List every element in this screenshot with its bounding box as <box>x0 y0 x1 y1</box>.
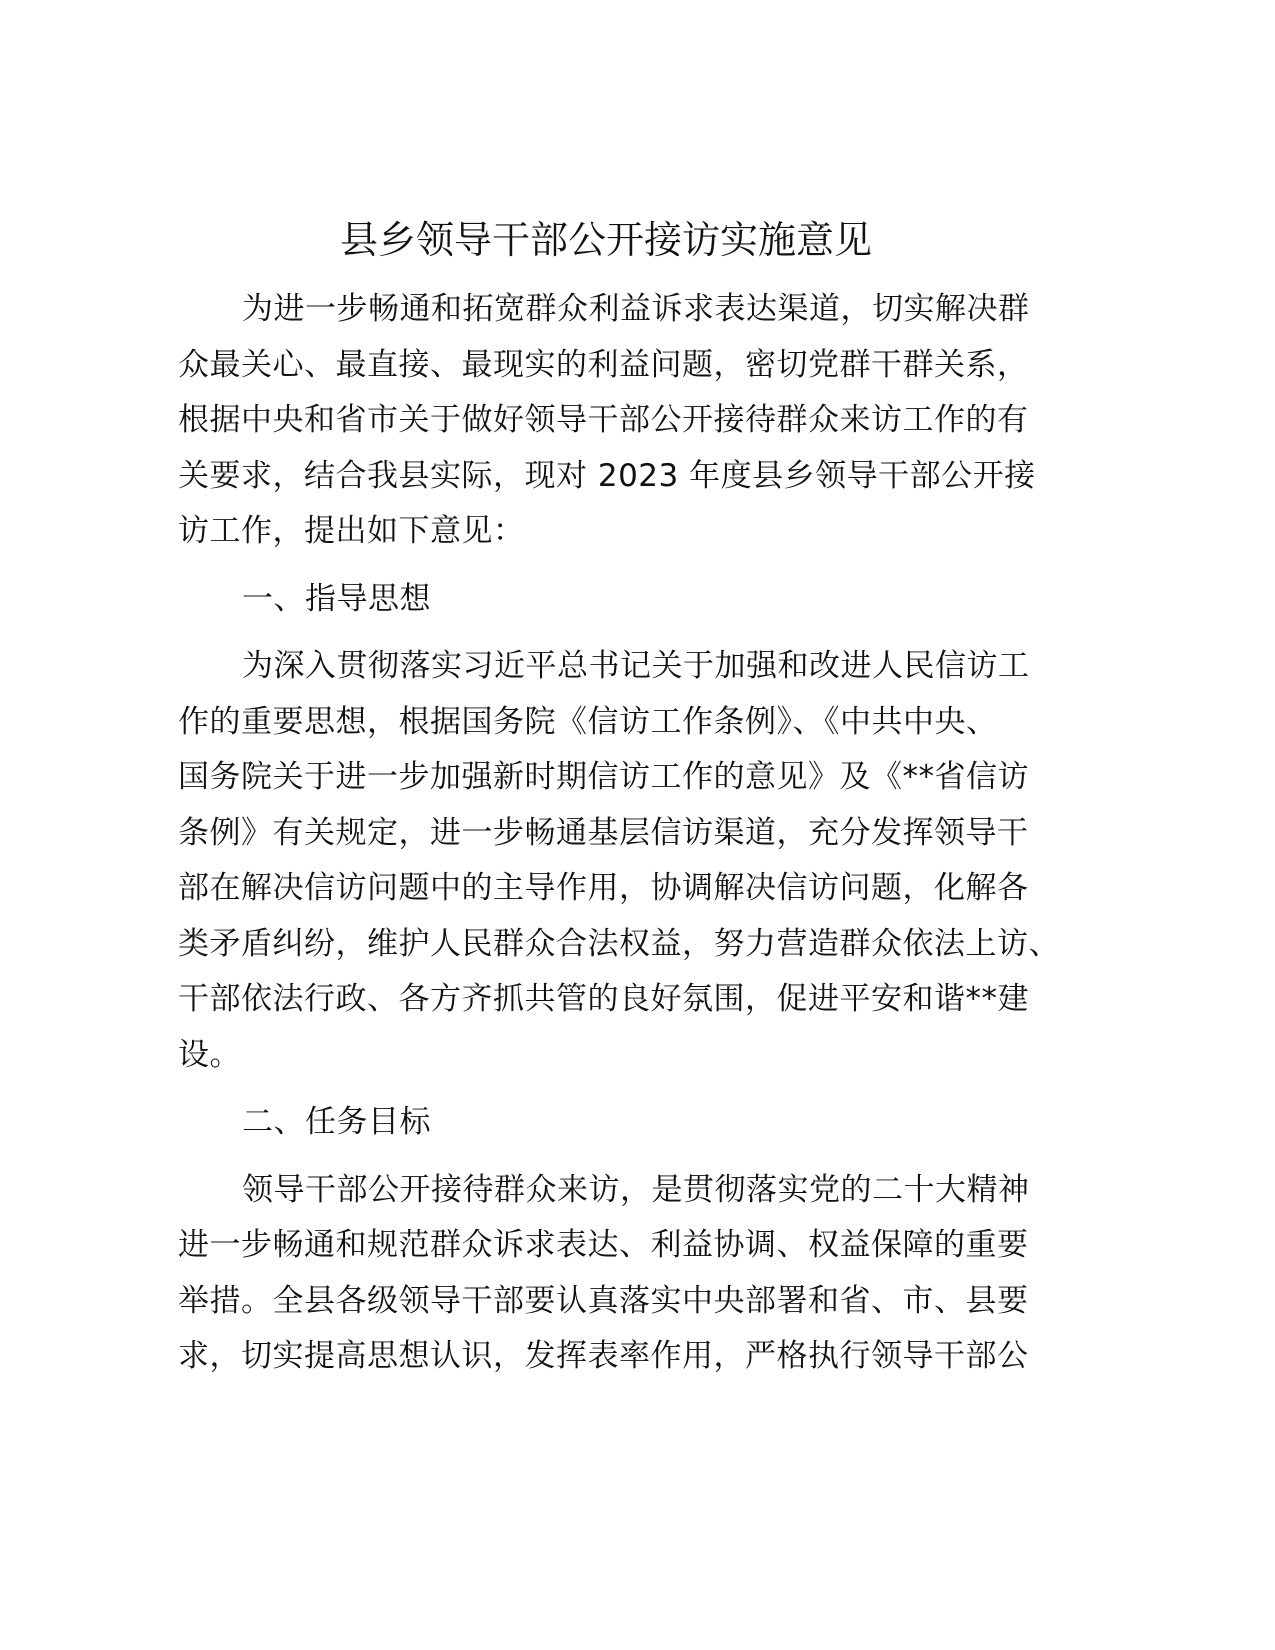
text-line: 领导干部公开接待群众来访，是贯彻落实党的二十大精神 <box>242 1171 1030 1208</box>
paragraph <box>178 639 1060 1083</box>
text-line: 设。 <box>178 1036 241 1073</box>
paragraph <box>178 1163 1038 1385</box>
text-line: 为深入贯彻落实习近平总书记关于加强和改进人民信访工 <box>242 648 1030 684</box>
document-title: 县乡领导干部公开接访实施意见 <box>339 218 872 262</box>
document-body <box>178 282 1060 1397</box>
text-line: 国务院关于进一步加强新时期信访工作的意见》及《**省信访 <box>178 759 1029 795</box>
section-heading <box>178 572 1038 628</box>
text-line: 根据中央和省市关于做好领导干部公开接待群众来访工作的有 <box>178 402 1029 438</box>
text-line: 进一步畅通和规范群众诉求表达、利益协调、权益保障的重要 <box>178 1227 1029 1263</box>
text-line: 条例》有关规定，进一步畅通基层信访渠道，充分发挥领导干 <box>178 814 1029 851</box>
text-line: 部在解决信访问题中的主导作用，协调解决信访问题，化解各 <box>178 870 1029 906</box>
text-line: 干部依法行政、各方齐抓共管的良好氛围，促进平安和谐**建 <box>178 981 1029 1017</box>
paragraph <box>178 282 1038 560</box>
text-line: 举措。全县各级领导干部要认真落实中央部署和省、市、县要 <box>178 1282 1029 1319</box>
text-line: 类矛盾纠纷，维护人民群众合法权益，努力营造群众依法上访、 <box>178 925 1060 962</box>
text-line: 一、指导思想 <box>242 580 431 617</box>
text-line: 作的重要思想，根据国务院《信访工作条例》、《中共中央、 <box>178 703 998 740</box>
section-heading <box>178 1095 1038 1151</box>
text-line: 为进一步畅通和拓宽群众利益诉求表达渠道，切实解决群 <box>242 291 1030 327</box>
text-line: 关要求，结合我县实际，现对 2023 年度县乡领导干部公开接 <box>178 457 1036 494</box>
text-line: 访工作，提出如下意见： <box>178 513 525 549</box>
text-line: 二、任务目标 <box>242 1104 431 1140</box>
text-line: 求，切实提高思想认识，发挥表率作用，严格执行领导干部公 <box>178 1338 1029 1374</box>
text-line: 众最关心、最直接、最现实的利益问题，密切党群干群关系， <box>178 346 1029 383</box>
